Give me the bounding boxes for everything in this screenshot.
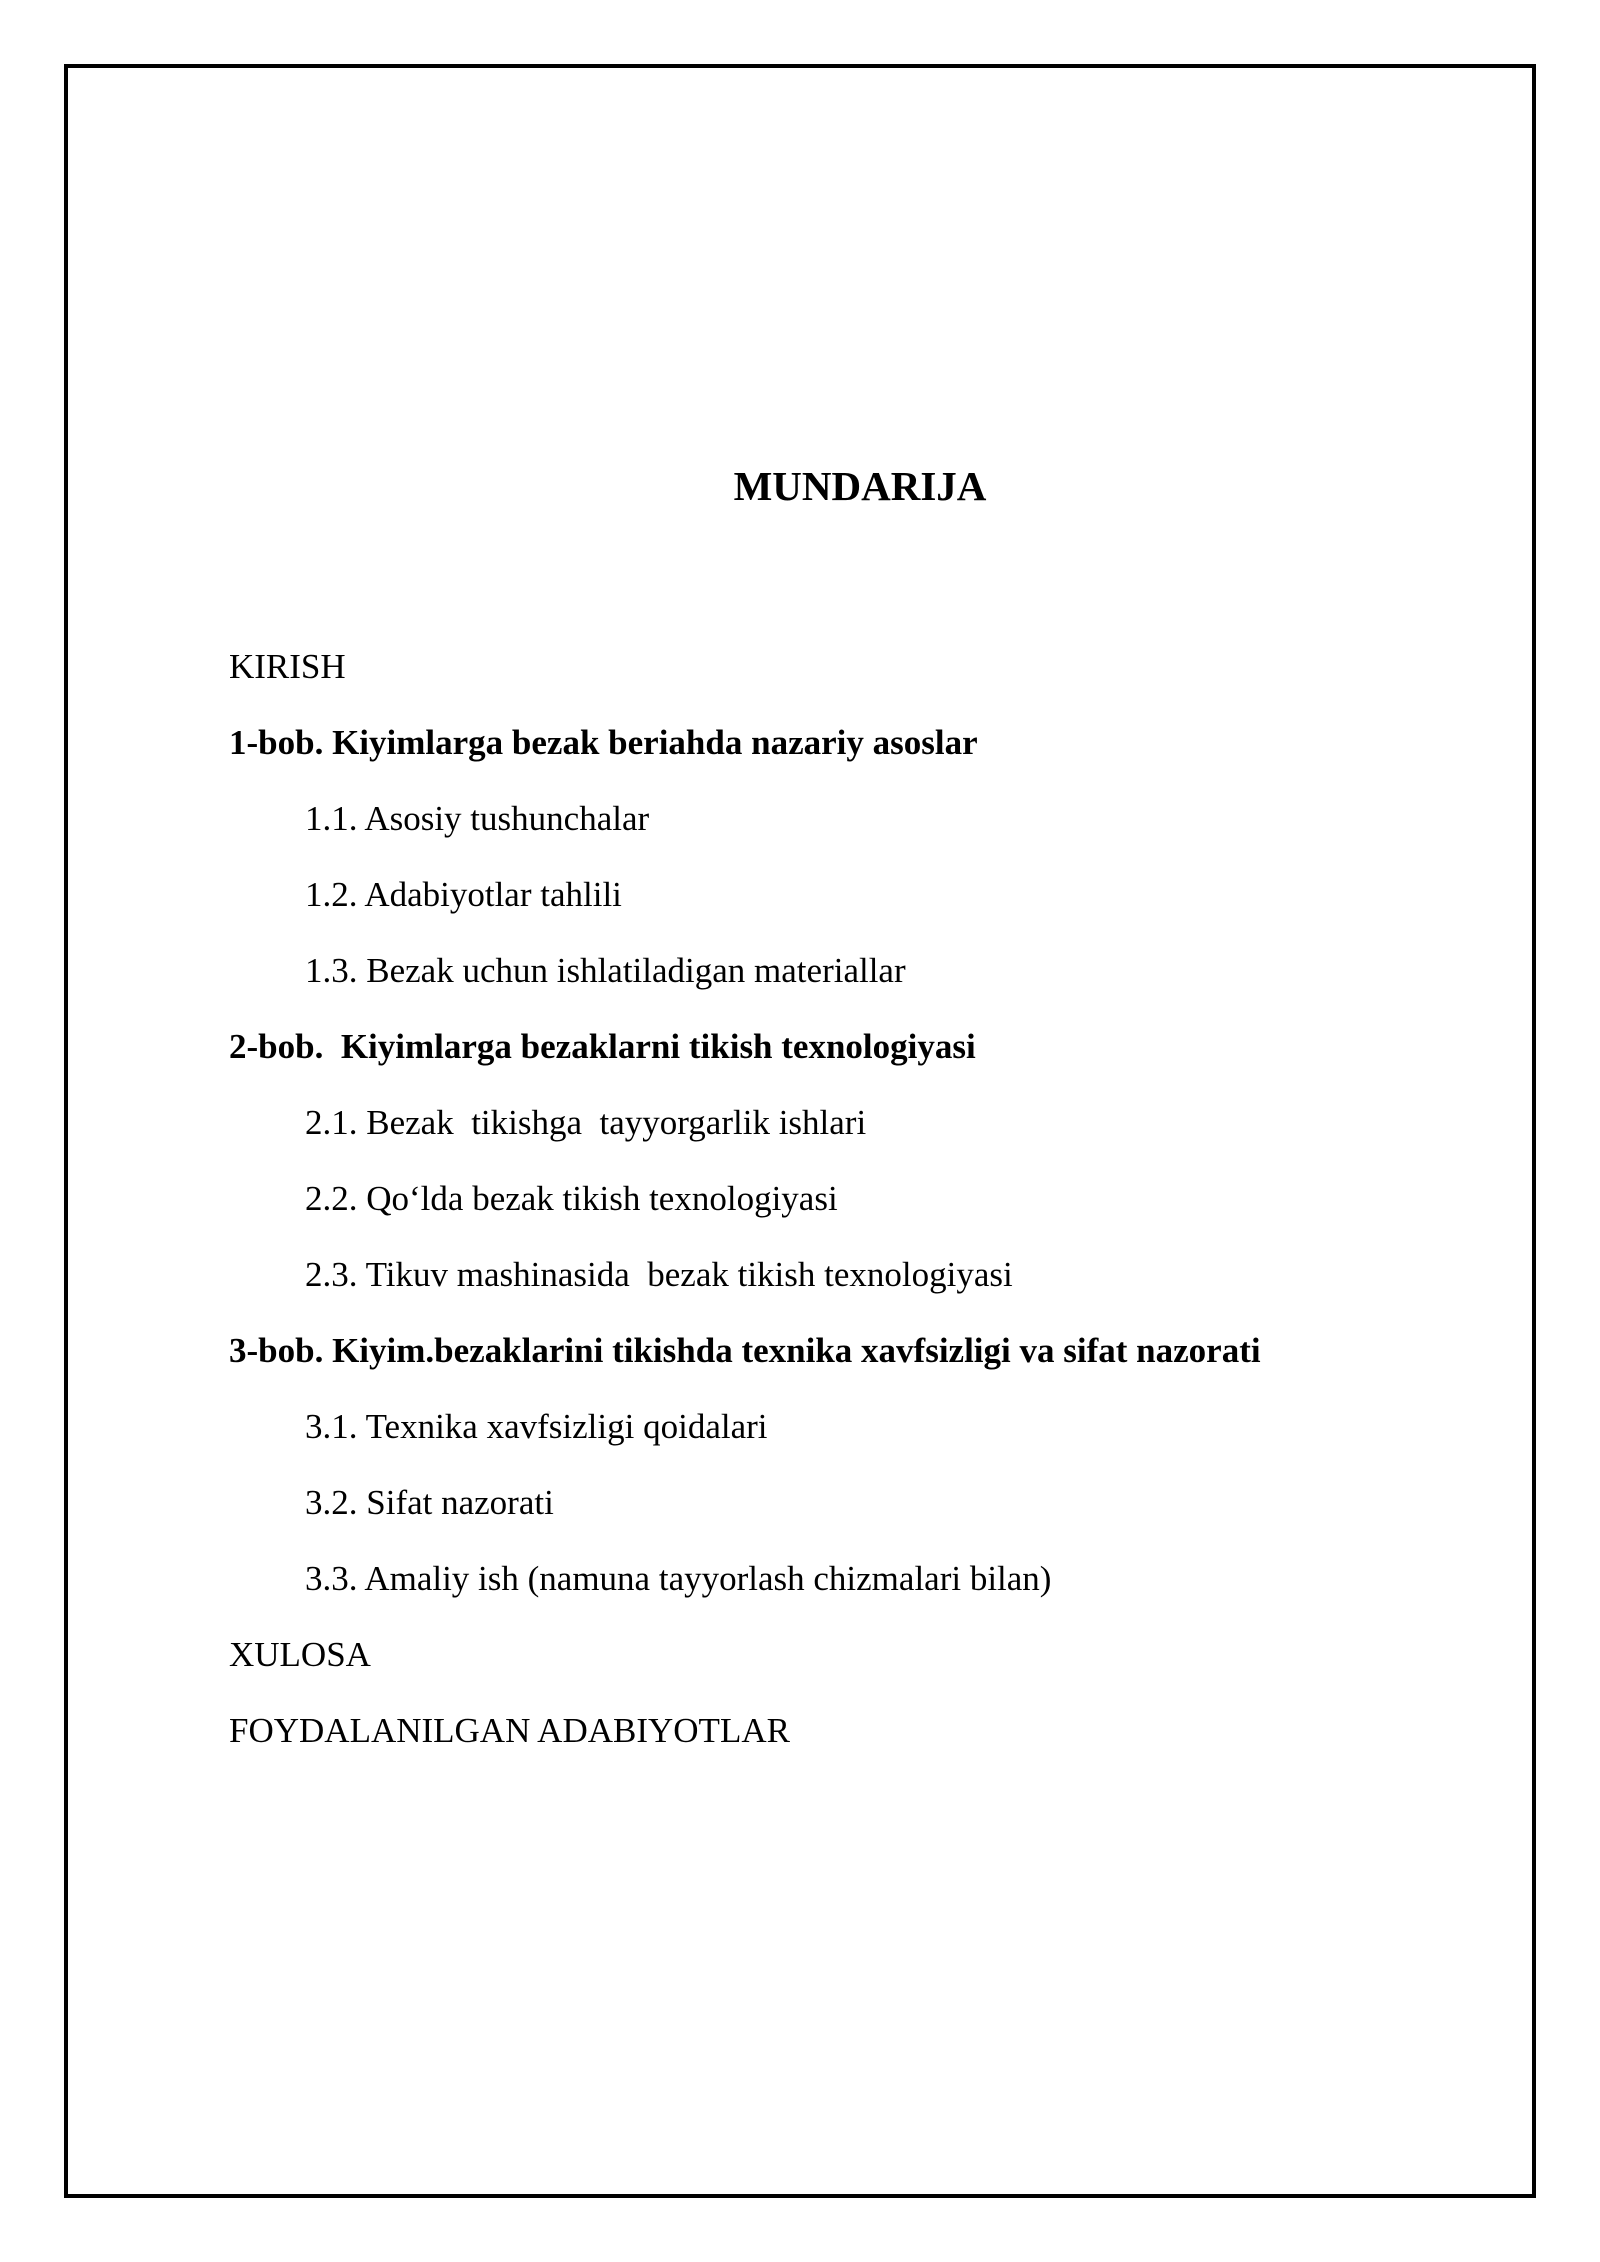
toc-section-1-1: 1.1. Asosiy tushunchalar [305,799,650,838]
toc-entry-kirish: KIRISH [229,647,346,686]
toc-title: MUNDARIJA [733,463,987,509]
toc-section-1-3: 1.3. Bezak uchun ishlatiladigan materiallar [305,951,906,990]
toc-entry-adabiyotlar: FOYDALANILGAN ADABIYOTLAR [229,1711,790,1750]
toc-chapter-2: 2-bob. Kiyimlarga bezaklarni tikish texnologiyasi [229,1027,976,1066]
toc-section-3-3: 3.3. Amaliy ish (namuna tayyorlash chizmalari bilan) [305,1559,1052,1598]
toc-chapter-1: 1-bob. Kiyimlarga bezak beriahda nazariy asoslar [229,723,978,762]
toc-section-1-2: 1.2. Adabiyotlar tahlili [305,875,622,914]
table-of-contents [229,635,1261,1775]
toc-section-2-2: 2.2. Qo‘lda bezak tikish texnologiyasi [305,1179,838,1218]
toc-section-2-3: 2.3. Tikuv mashinasida bezak tikish texnologiyasi [305,1255,1013,1294]
toc-section-3-1: 3.1. Texnika xavfsizligi qoidalari [305,1407,768,1446]
toc-chapter-3: 3-bob. Kiyim.bezaklarini tikishda texnika xavfsizligi va sifat nazorati [229,1331,1261,1370]
toc-section-3-2: 3.2. Sifat nazorati [305,1483,554,1522]
toc-entry-xulosa: XULOSA [229,1635,371,1674]
toc-section-2-1: 2.1. Bezak tikishga tayyorgarlik ishlari [305,1103,867,1142]
